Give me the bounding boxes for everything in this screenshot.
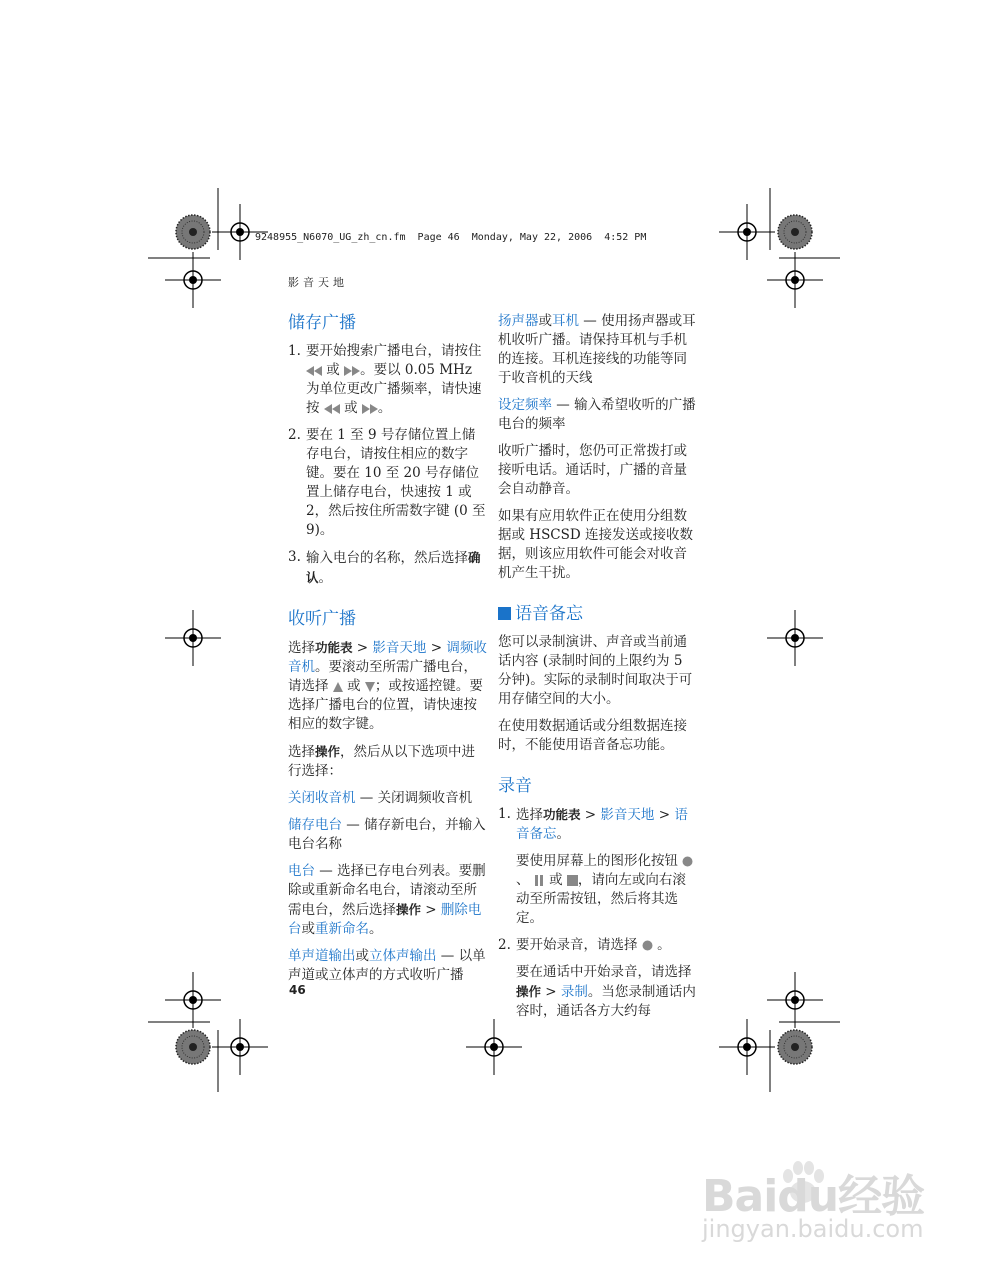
step-number: 1.: [288, 343, 301, 359]
list-item: [288, 426, 488, 540]
pause-icon: [534, 875, 545, 886]
option-save-station: [288, 816, 488, 854]
paragraph: [288, 742, 488, 781]
option-close-radio: [288, 789, 488, 808]
text: ，然后从以下选项中进行选择：: [288, 744, 476, 779]
path-separator: >: [580, 807, 601, 823]
option-stations: [288, 862, 488, 939]
step-number: 1.: [498, 806, 511, 822]
step-number: 3.: [288, 549, 301, 565]
option-set-frequency: [498, 396, 698, 434]
paragraph: 如果有应用软件正在使用分组数据或 HSCSD 连接发送或接收数据，则该应用软件可能会对收音机产生干扰。: [498, 508, 694, 581]
section-square-icon: [498, 607, 511, 620]
link-voice-memo: 语音备忘: [516, 807, 688, 842]
text: 。要滚动至所需广播电台，请选择: [288, 659, 477, 694]
options-label: 操作: [396, 902, 422, 917]
text: 选择: [288, 744, 315, 760]
text: ，请向左或向右滚动至所需按钮，然后将其选定。: [516, 872, 686, 926]
step-text: 。要以 0.05 MHz 为单位更改广播频率，请快速按: [306, 362, 482, 416]
text: 或: [347, 678, 361, 694]
option-name: 电台: [288, 863, 315, 879]
heading-listen-radio: 收听广播: [288, 609, 356, 629]
path-separator: >: [421, 902, 441, 918]
option-desc: — 使用扬声器或耳机收听广播。请保持耳机与手机的连接。耳机连接线的功能等同于收音机的天线: [498, 313, 696, 386]
menu-label: 功能表: [543, 807, 581, 822]
record-icon: [682, 856, 693, 867]
step-text: 输入电台的名称，然后选择: [306, 550, 468, 566]
option-desc: — 选择已存电台列表。要删除或重新命名电台，请滚动至所需电台，然后选择: [288, 863, 486, 918]
option-name: 关闭收音机: [288, 790, 356, 806]
stop-icon: [567, 875, 578, 886]
text: 或: [538, 313, 552, 329]
link-record: 录制: [560, 984, 588, 1000]
step-text: 要在 1 至 9 号存储位置上储存电台，请按住相应的数字键。要在 10 至 20 号存储位置上储存电台，快速按 1 或 2，然后按住所需数字键 (0 至 9)。: [306, 427, 486, 538]
paragraph: [288, 638, 488, 734]
confirm-label: 确认: [306, 550, 481, 585]
step-text: 。: [318, 570, 333, 586]
text: 、: [516, 872, 530, 888]
text: 要在通话中开始录音，请选择: [516, 964, 692, 980]
link-media: 影音天地: [600, 807, 655, 823]
option-mono-stereo: [288, 947, 488, 985]
fast-forward-icon: [362, 404, 378, 414]
record-icon: [642, 940, 653, 951]
option-name: 设定频率: [498, 397, 552, 413]
option-name: 储存电台: [288, 817, 342, 833]
path-separator: >: [654, 807, 675, 823]
menu-label: 功能表: [315, 640, 353, 655]
text: 选择: [288, 640, 315, 656]
option-name: 单声道输出: [288, 948, 356, 964]
step-text: 或: [326, 362, 340, 378]
heading-text: 语音备忘: [515, 604, 583, 624]
left-column: [288, 312, 488, 993]
text: 选择: [516, 807, 543, 823]
option-desc: — 储存新电台，并输入电台名称: [288, 817, 486, 852]
text: 或: [549, 872, 563, 888]
option-name: 立体声输出: [369, 948, 437, 964]
text: 要开始录音，请选择: [516, 937, 638, 953]
step-subtext: [498, 963, 698, 1021]
text: 或: [301, 921, 315, 937]
text: 或: [355, 948, 369, 964]
print-file-info: 9248955_N6070_UG_zh_cn.fm Page 46 Monday, May 22, 2006 4:52 PM: [255, 232, 647, 243]
text: ；或按遥控键。要选择广播电台的位置，请快速按相应的数字键。: [288, 678, 483, 732]
page-number: 46: [289, 983, 306, 997]
step-text: 或: [344, 400, 358, 416]
link-media: 影音天地: [372, 640, 427, 656]
step-text: 。: [377, 400, 392, 416]
option-name: 扬声器: [498, 313, 539, 329]
list-item: [288, 342, 488, 418]
text: 。当您录制通话内容时，通话各方大约每: [516, 984, 696, 1019]
down-arrow-icon: [365, 682, 375, 692]
step-number: 2.: [288, 427, 301, 443]
fast-forward-icon: [344, 366, 360, 376]
option-desc: — 以单声道或立体声的方式收听广播: [288, 948, 486, 983]
path-separator: >: [352, 640, 373, 656]
store-steps: [288, 342, 488, 588]
section-header: 影音天地: [288, 276, 348, 289]
heading-store-radio: 储存广播: [288, 313, 356, 333]
rewind-icon: [306, 366, 322, 376]
heading-record: 录音: [498, 776, 532, 796]
text: 。: [657, 937, 671, 953]
rewind-icon: [324, 404, 340, 414]
option-name: 耳机: [552, 313, 579, 329]
option-desc: — 输入希望收听的广播电台的频率: [498, 397, 696, 432]
list-item: [498, 805, 698, 844]
options-label: 操作: [516, 984, 542, 999]
step-subtext: [498, 852, 698, 928]
path-separator: >: [426, 640, 447, 656]
right-column: [498, 312, 698, 1029]
paragraph: 收听广播时，您仍可正常拨打或接听电话。通话时，广播的音量会自动静音。: [498, 443, 687, 497]
option-speaker-headset: [498, 312, 698, 388]
text: 。: [556, 826, 570, 842]
text: 。: [369, 921, 383, 937]
paragraph: 在使用数据通话或分组数据连接时，不能使用语音备忘功能。: [498, 718, 687, 753]
text: 要使用屏幕上的图形化按钮: [516, 853, 678, 869]
option-desc: — 关闭调频收音机: [355, 790, 473, 806]
step-text: 要开始搜索广播电台，请按住: [306, 343, 482, 359]
record-steps: [498, 805, 698, 844]
link-rename: 重新命名: [315, 921, 369, 937]
record-steps-2: [498, 936, 698, 955]
watermark-logo: Baidu经验: [702, 1171, 925, 1222]
paragraph: 您可以录制演讲、声音或当前通话内容 (录制时间的上限约为 5 分钟)。实际的录制时间取决于可用存储空间的大小。: [498, 634, 693, 707]
list-item: [498, 936, 698, 955]
options-label: 操作: [315, 744, 341, 759]
link-fm-radio: 调频收音机: [288, 640, 487, 675]
heading-voice-memo: [498, 603, 698, 625]
list-item: [288, 548, 488, 588]
watermark-url: jingyan.baidu.com: [702, 1215, 924, 1243]
link-delete-station: 删除电台: [288, 902, 482, 937]
up-arrow-icon: [333, 682, 343, 692]
path-separator: >: [541, 984, 561, 1000]
step-number: 2.: [498, 937, 511, 953]
